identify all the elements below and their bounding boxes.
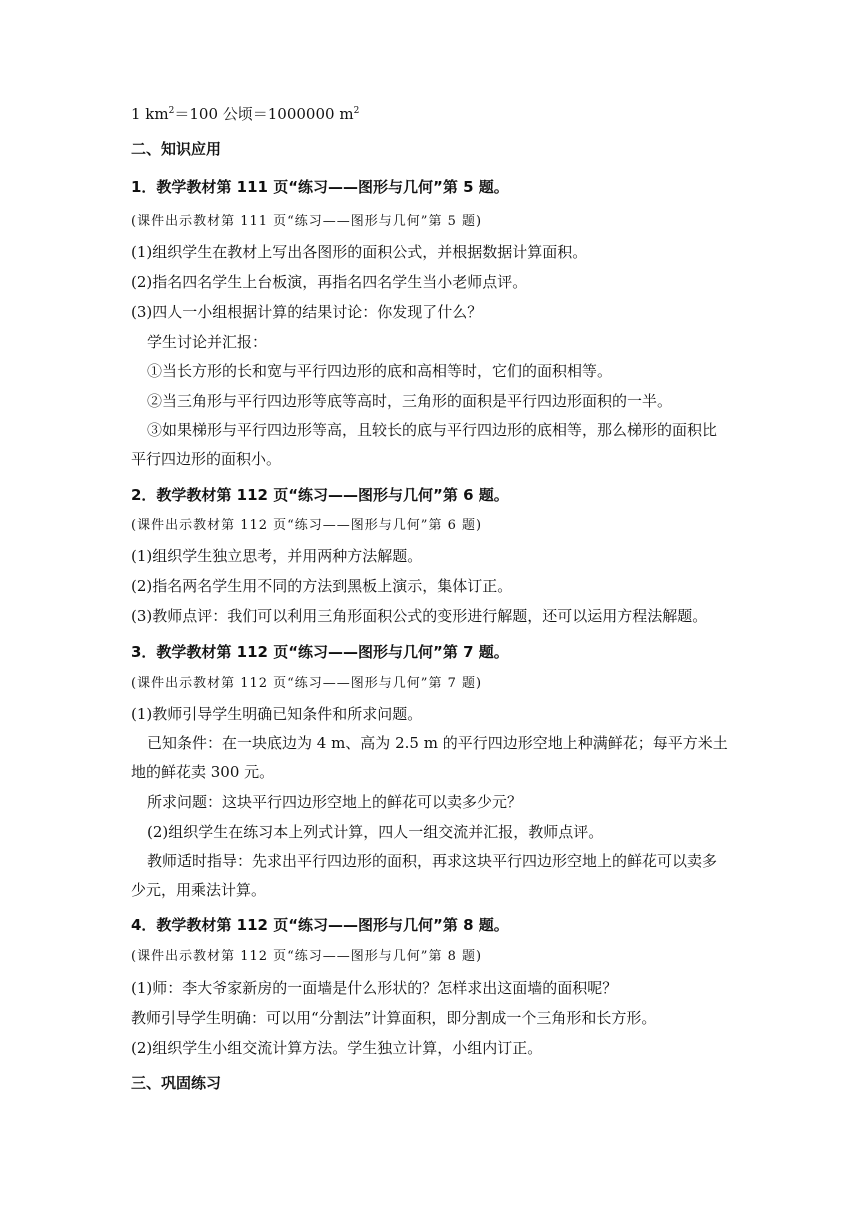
item-line: (3)教师点评：我们可以利用三角形面积公式的变形进行解题，还可以运用方程法解题。 [131,607,708,625]
item-line: 已知条件：在一块底边为 4 m、高为 2.5 m 的平行四边形空地上种满鲜花；每平方米土 [147,734,728,752]
item-caption-3: (课件出示教材第 112 页“练习——图形与几何”第 7 题) [131,676,483,691]
item-line: (2)组织学生在练习本上列式计算，四人一组交流并汇报，教师点评。 [147,823,604,841]
item-title-3: 3．教学教材第 112 页“练习——图形与几何”第 7 题。 [131,643,509,661]
item-line: 所求问题：这块平行四边形空地上的鲜花可以卖多少元？ [147,793,523,811]
item-line: (1)教师引导学生明确已知条件和所求问题。 [131,705,423,723]
item-caption-2: (课件出示教材第 112 页“练习——图形与几何”第 6 题) [131,518,483,533]
item-line: (1)师：李大爷家新房的一面墙是什么形状的？怎样求出这面墙的面积呢？ [131,979,618,997]
item-line: (1)组织学生独立思考，并用两种方法解题。 [131,547,423,565]
item-caption-1: (课件出示教材第 111 页“练习——图形与几何”第 5 题) [131,214,483,229]
item-line: (2)指名四名学生上台板演，再指名四名学生当小老师点评。 [131,273,528,291]
area-line-part-1: 1 km [131,105,169,123]
item-line: ③如果梯形与平行四边形等高，且较长的底与平行四边形的底相等，那么梯形的面积比 [147,421,718,439]
superscript-2: 2 [168,106,175,116]
area-conversion-line [131,104,359,124]
item-line: 地的鲜花卖 300 元。 [131,763,275,781]
superscript-2: 2 [353,106,360,116]
item-caption-4: (课件出示教材第 112 页“练习——图形与几何”第 8 题) [131,949,483,964]
item-line: ①当长方形的长和宽与平行四边形的底和高相等时，它们的面积相等。 [147,362,613,380]
section-heading-3: 三、巩固练习 [131,1074,222,1092]
item-line: (3)四人一小组根据计算的结果讨论：你发现了什么？ [131,303,483,321]
section-heading-2: 二、知识应用 [131,140,222,158]
item-title-2: 2．教学教材第 112 页“练习——图形与几何”第 6 题。 [131,486,509,504]
item-line: (1)组织学生在教材上写出各图形的面积公式，并根据数据计算面积。 [131,243,588,261]
item-line: ②当三角形与平行四边形等底等高时，三角形的面积是平行四边形面积的一半。 [147,392,673,410]
item-line: (2)组织学生小组交流计算方法。学生独立计算，小组内订正。 [131,1039,543,1057]
item-line: 少元，用乘法计算。 [131,881,267,899]
item-line: (2)指名两名学生用不同的方法到黑板上演示，集体订正。 [131,577,513,595]
item-title-1: 1．教学教材第 111 页“练习——图形与几何”第 5 题。 [131,178,509,196]
item-line: 教师引导学生明确：可以用“分割法”计算面积，即分割成一个三角形和长方形。 [131,1009,657,1027]
area-line-part-2: ＝100 公顷＝1000000 m [174,105,354,123]
item-line: 平行四边形的面积小。 [131,450,282,468]
item-line: 教师适时指导：先求出平行四边形的面积，再求这块平行四边形空地上的鲜花可以卖多 [147,852,718,870]
item-line: 学生讨论并汇报： [147,333,268,351]
item-title-4: 4．教学教材第 112 页“练习——图形与几何”第 8 题。 [131,916,509,934]
